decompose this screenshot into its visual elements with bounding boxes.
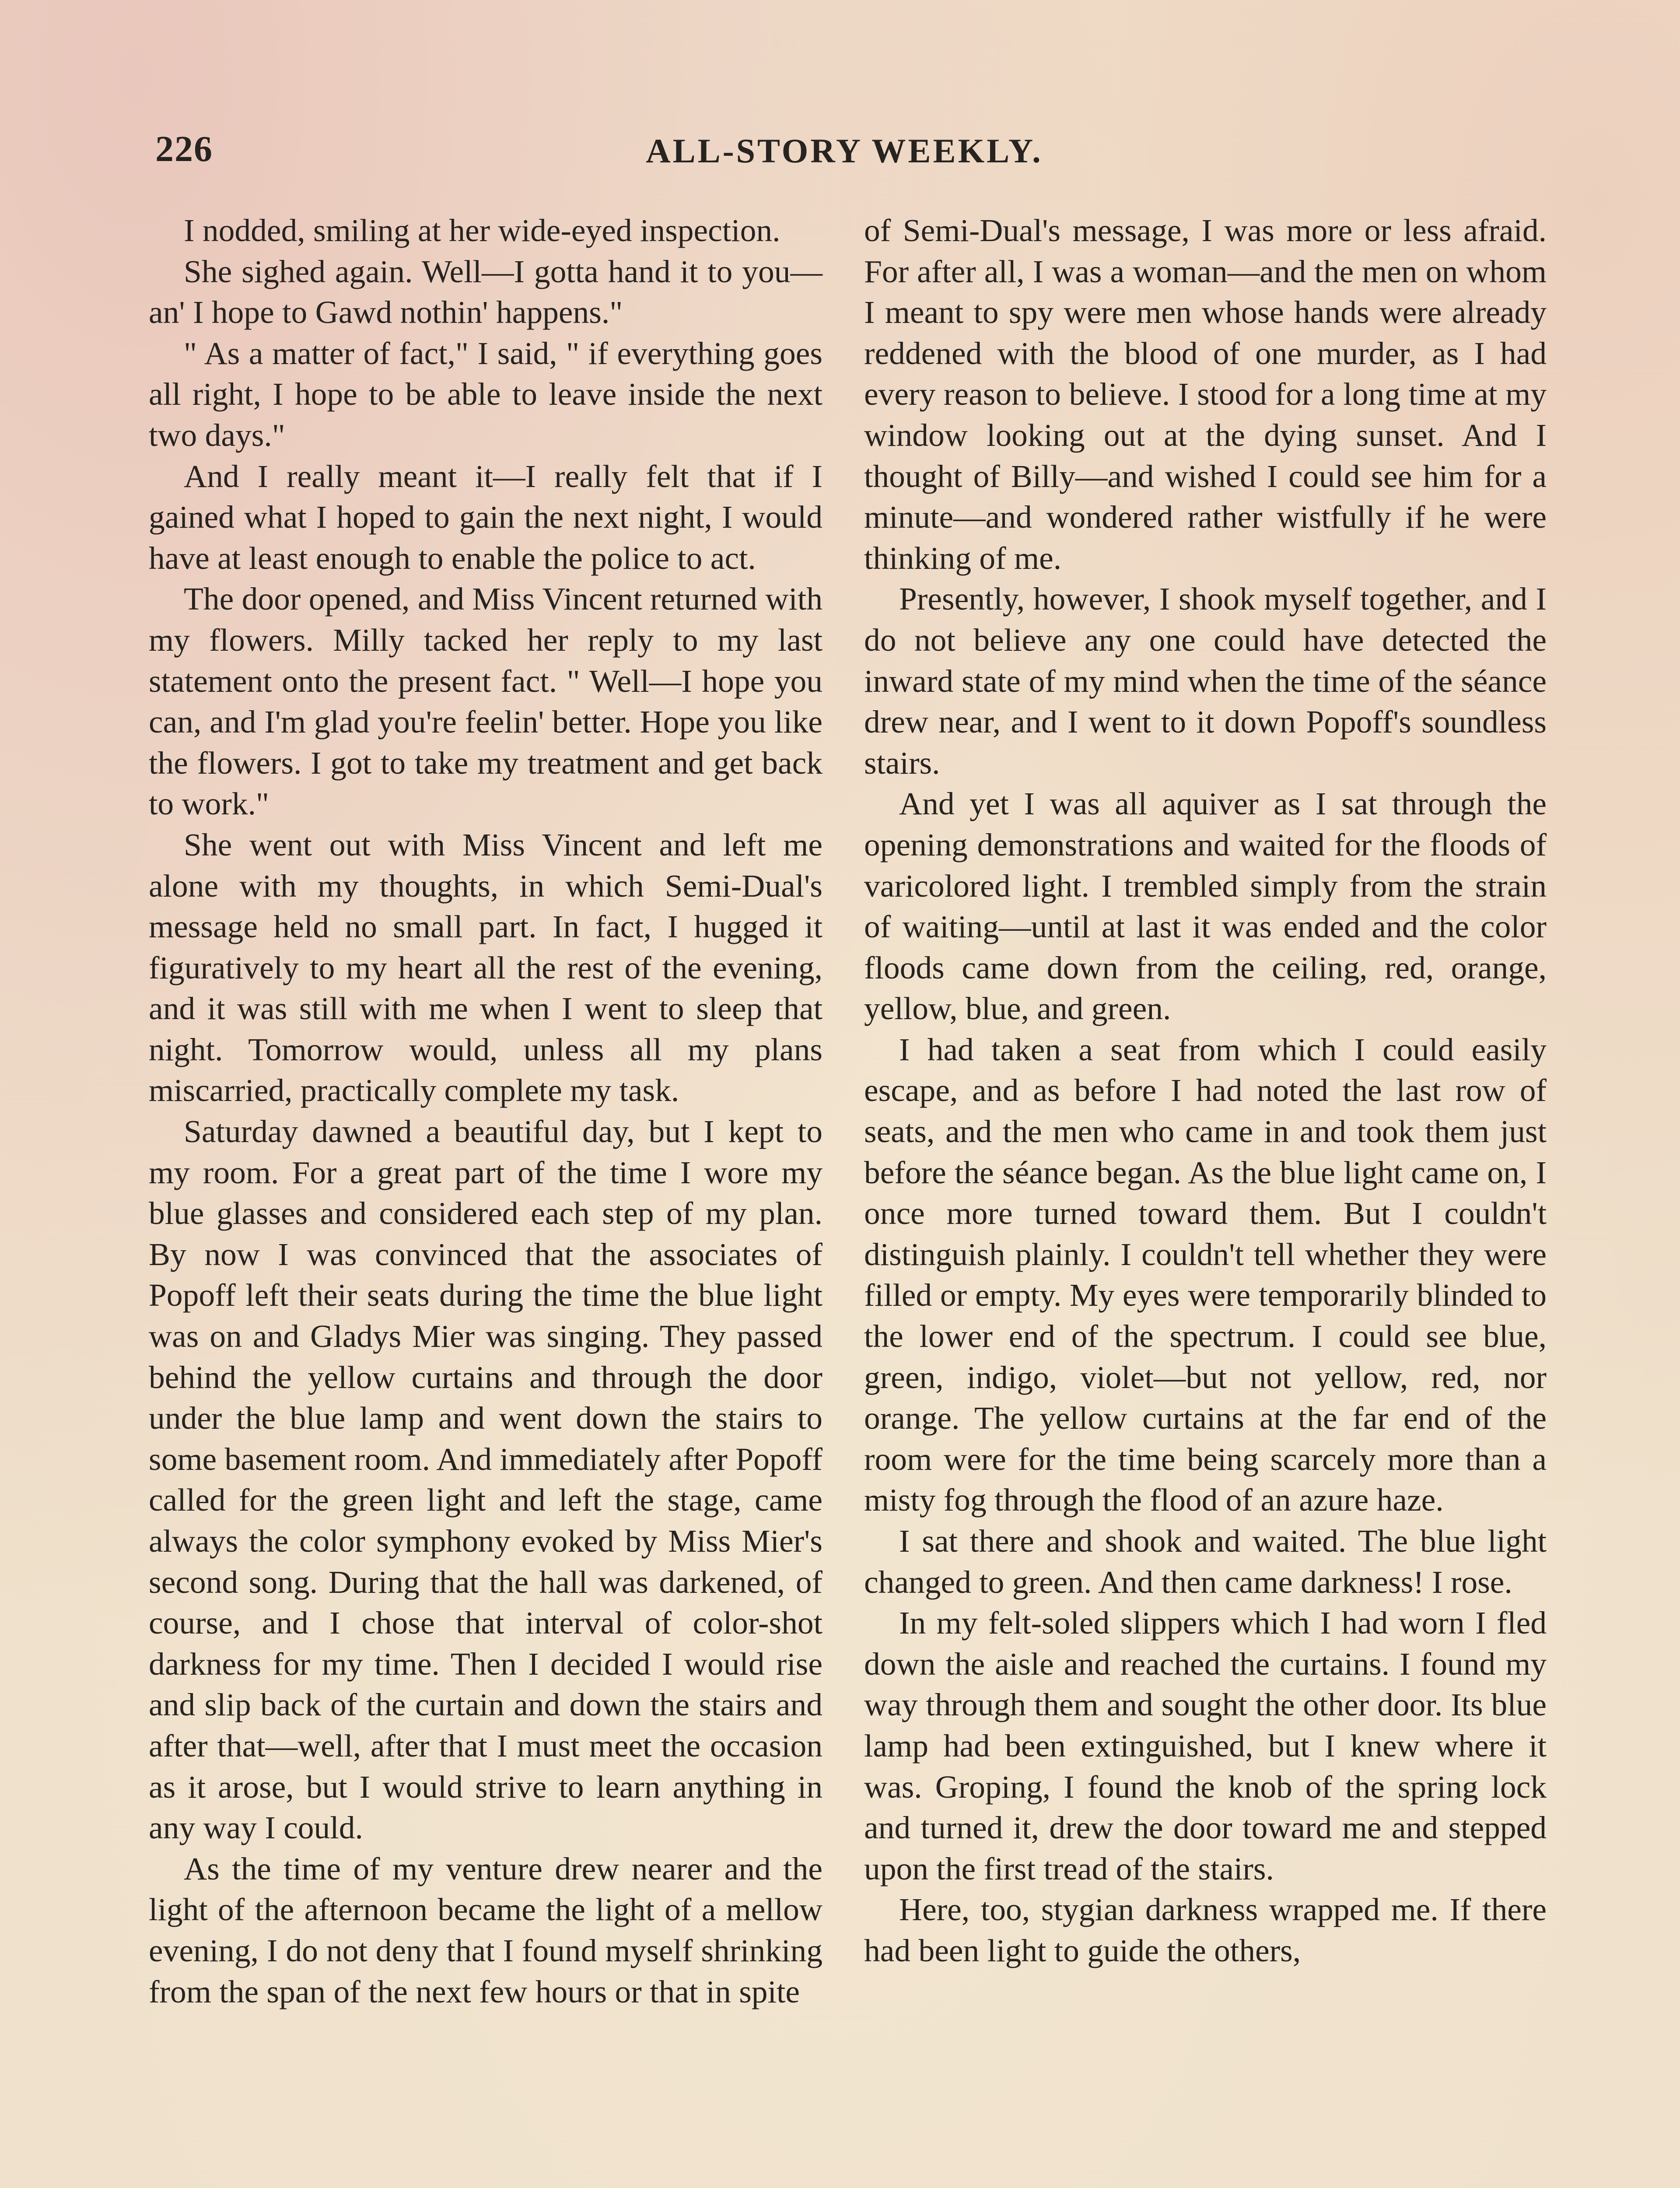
right-column [864,210,1547,1971]
paragraph: As the time of my venture drew nearer and the light of the afternoon became the light of a mellow evening, I do not deny that I found myself shrinking from the span of the next few hours or that in spite [149,1851,822,2009]
paragraph-continued: of Semi-Dual's message, I was more or less afraid. For after all, I was a woman—and the men on whom I meant to spy were men whose hands were already reddened with the blood of one murder, as I had every reason to believe. I stood for a long time at my window looking out at the dying sunset. And I thought of Billy—and wished I could see him for a minute—and wondered rather wistfully if he were thinking of me. [864,213,1547,576]
paragraph: She went out with Miss Vincent and left me alone with my thoughts, in which Semi-Dual's message held no small part. In fact, I hugged it figuratively to my heart all the rest of the evening, and it was still with me when I went to sleep that night. Tomorrow would, unless all my plans miscarried, practically complete my task. [149,827,822,1108]
page-number: 226 [155,129,213,169]
paragraph: She sighed again. Well—I gotta hand it to you—an' I hope to Gawd nothin' happens." [149,253,822,330]
paragraph: I nodded, smiling at her wide-eyed inspection. [184,213,780,248]
paragraph: And yet I was all aquiver as I sat through the opening demonstrations and waited for the floods of varicolored light. I trembled simply from the strain of waiting—until at last it was ended and the color floods came down from the ceiling, red, orange, yellow, blue, and green. [864,786,1547,1027]
page-header [155,128,1533,185]
paragraph: " As a matter of fact," I said, " if everything goes all right, I hope to be able to leave inside the next two days." [149,335,822,453]
left-column [149,210,822,2012]
paragraph: In my felt-soled slippers which I had worn I fled down the aisle and reached the curtains. I found my way through them and sought the other door. Its blue lamp had been extinguished, but I knew where it was. Groping, I found the knob of the spring lock and turned it, drew the door toward me and stepped upon the first tread of the stairs. [864,1605,1547,1886]
paragraph: I had taken a seat from which I could easily escape, and as before I had noted the last row of seats, and the men who came in and took them just before the séance began. As the blue light came on, I once more turned toward them. But I couldn't distinguish plainly. I couldn't tell whether they were filled or empty. My eyes were temporarily blinded to the lower end of the spectrum. I could see blue, green, indigo, violet—but not yellow, red, nor orange. The yellow curtains at the far end of the room were for the time being scarcely more than a misty fog through the flood of an azure haze. [864,1031,1547,1518]
paragraph: The door opened, and Miss Vincent returned with my flowers. Milly tacked her reply to my last statement onto the present fact. " Well—I hope you can, and I'm glad you're feelin' better. Hope you like the flowers. I got to take my treatment and get back to work." [149,581,822,822]
paragraph: And I really meant it—I really felt that if I gained what I hoped to gain the next night, I would have at least enough to enable the police to act. [149,458,822,576]
running-title: ALL-STORY WEEKLY. [646,132,1043,170]
paragraph: Saturday dawned a beautiful day, but I kept to my room. For a great part of the time I wore my blue glasses and considered each step of my plan. By now I was convinced that the associates of Popoff left their seats during the time the blue light was on and Gladys Mier was singing. They passed behind the yellow curtains and through the door under the blue lamp and went down the stairs to some basement room. And immediately after Popoff called for the green light and left the stage, came always the color symphony evoked by Miss Mier's second song. During that the hall was darkened, of course, and I chose that interval of color-shot darkness for my time. Then I decided I would rise and slip back of the curtain and down the stairs and after that—well, after that I must meet the occasion as it arose, but I would strive to learn anything in any way I could. [149,1114,822,1846]
paragraph: Here, too, stygian darkness wrapped me. If there had been light to guide the others, [864,1892,1547,1968]
paragraph: Presently, however, I shook myself together, and I do not believe any one could have detected the inward state of my mind when the time of the séance drew near, and I went to it down Popoff's soundless stairs. [864,581,1547,781]
paragraph: I sat there and shook and waited. The blue light changed to green. And then came darkness! I rose. [864,1523,1547,1600]
